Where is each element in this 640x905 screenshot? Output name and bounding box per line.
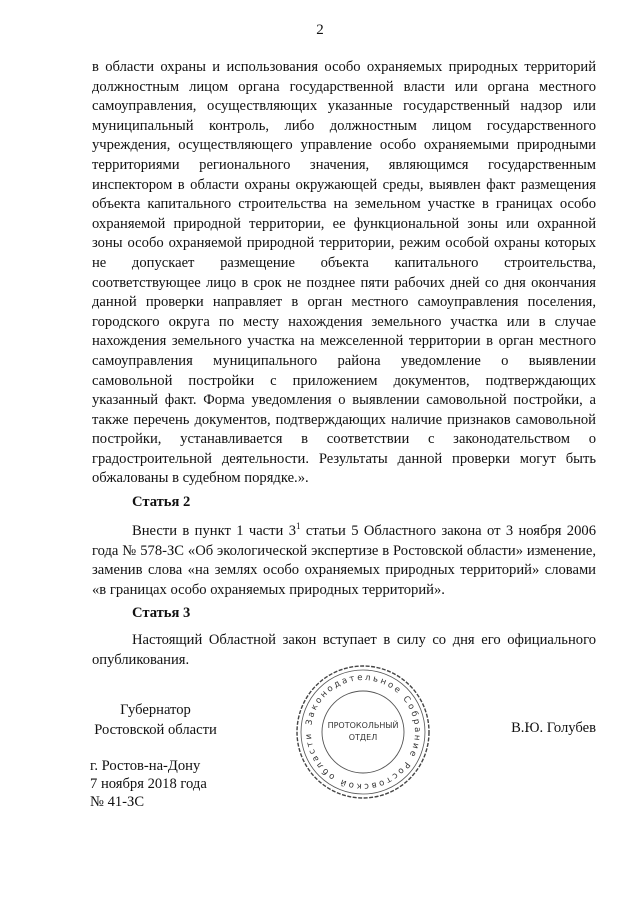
signature-title-line1: Губернатор (120, 702, 191, 718)
body-paragraph: в области охраны и использования особо охраняемых природных территорий должностным лицом органа государственной власти или органа местного самоуправления, осуществляющих указанные государственный надзор или муниципальный контроль, либо должностным лицом государственного учреждения, осуществляющего управление особо охраняемыми природными территориями регионального значения, являющимся государственным инспектором в области охраны окружающей среды, выявлен факт размещения объекта капитального строительства на земельном участке в границах особо охраняемой природной территории, ее функциональной зоны или охранной зоны особо охраняемой природной территории, режим особой охраны которых не допускает размещение объекта капитального строительства, соответствующее лицо в срок не позднее пяти рабочих дней со дня окончания данной проверки направляет в орган местного самоуправления поселения, городского округа по месту нахождения земельного участка или в случае нахождения земельного участка на межселенной территории в орган местного самоуправления муниципального района уведомление о выявлении самовольной постройки с приложением документов, подтверждающих указанный факт. Форма уведомления о выявлении самовольной постройки, а также перечень документов, подтверждающих наличие признаков самовольной постройки, устанавливается в соответствии с законодательством о градостроительной деятельности. Результаты данной проверки могут быть обжалованы в судебном порядке.». (92, 59, 596, 487)
page-number: 2 (316, 22, 324, 38)
signature-title-line2: Ростовской области (94, 721, 217, 738)
place-city: г. Ростов-на-Дону (90, 758, 201, 774)
article3-heading: Статья 3 (132, 605, 191, 621)
signature-name: В.Ю. Голубев (511, 720, 596, 736)
stamp-outer-ring (297, 666, 429, 798)
stamp-outer-ring-inner (301, 670, 425, 794)
place-and-date (90, 757, 207, 811)
article2-paragraph (92, 522, 596, 600)
place-date: 7 ноября 2018 года (90, 776, 207, 792)
article2-heading: Статья 2 (132, 494, 191, 510)
article1-continuation (92, 58, 596, 489)
stamp-inner-ring (322, 691, 404, 773)
signature-title (88, 701, 223, 740)
stamp-inner-line1: ПРОТОКОЛЬНЫЙ (327, 721, 399, 730)
stamp-inner-line2: ОТДЕЛ (348, 733, 378, 742)
law-number: № 41-ЗС (90, 794, 145, 810)
article2-text-part2: статьи 5 Областного закона от 3 ноября 2006 года № 578-ЗС «Об экологической экспертизе в Ростовской области» изменение, заменив слова «на землях особо охраняемых природных территорий» словами «в границах особо охраняемых природных территорий». (92, 523, 596, 598)
stamp-ring-text: Законодательное Собрание Ростовской области (303, 672, 423, 792)
article3-paragraph: Настоящий Областной закон вступает в силу со дня его официального опубликования. (92, 632, 596, 668)
article2-superscript: 1 (296, 521, 301, 532)
article2-text-part1: Внести в пункт 1 части 3 (132, 523, 296, 539)
stamp-seal (293, 662, 433, 802)
